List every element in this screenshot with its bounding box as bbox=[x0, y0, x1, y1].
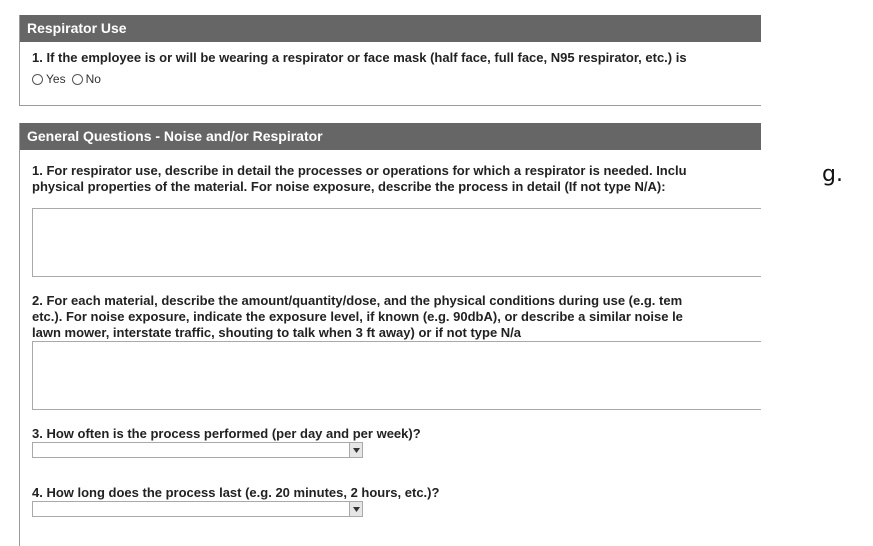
chevron-down-icon[interactable] bbox=[349, 502, 362, 516]
chevron-down-icon[interactable] bbox=[349, 443, 362, 457]
question-4-select[interactable] bbox=[32, 501, 363, 517]
question-1-line-1: 1. For respirator use, describe in detail the processes or operations for which a respirator is needed. Inclu bbox=[32, 163, 687, 178]
radio-no-label: No bbox=[85, 72, 101, 86]
question-3-select[interactable] bbox=[32, 442, 363, 458]
section-header-respirator: Respirator Use bbox=[20, 15, 761, 42]
stray-text: g. bbox=[822, 162, 843, 187]
question-2-textarea[interactable] bbox=[32, 341, 761, 410]
question-2-line-1: 2. For each material, describe the amount/quantity/dose, and the physical conditions during use (e.g. tem bbox=[32, 293, 683, 308]
general-question-4: 4. How long does the process last (e.g. 20 minutes, 2 hours, etc.)? bbox=[32, 485, 440, 500]
question-2-line-3: lawn mower, interstate traffic, shouting to talk when 3 ft away) or if not type N/a bbox=[32, 325, 522, 340]
question-1-line-2: physical properties of the material. For noise exposure, describe the process in detail (If not type N/A): bbox=[32, 179, 666, 194]
respirator-radio-group bbox=[32, 72, 104, 86]
section-divider bbox=[19, 105, 761, 106]
general-question-2 bbox=[32, 293, 683, 341]
general-question-1 bbox=[32, 163, 687, 195]
respirator-section bbox=[19, 15, 761, 106]
general-question-3: 3. How often is the process performed (per day and per week)? bbox=[32, 426, 421, 441]
radio-yes-label: Yes bbox=[46, 72, 66, 86]
question-1-textarea[interactable] bbox=[32, 208, 761, 277]
respirator-question-1: 1. If the employee is or will be wearing a respirator or face mask (half face, full face, N95 respirator, etc.) is bbox=[32, 50, 687, 65]
form-area bbox=[19, 0, 761, 546]
question-2-line-2: etc.). For noise exposure, indicate the exposure level, if known (e.g. 90dbA), or describe a similar noise le bbox=[32, 309, 683, 324]
section-header-general: General Questions - Noise and/or Respirator bbox=[20, 123, 761, 150]
radio-yes[interactable] bbox=[32, 74, 43, 85]
general-section bbox=[19, 123, 761, 546]
radio-no[interactable] bbox=[72, 74, 83, 85]
